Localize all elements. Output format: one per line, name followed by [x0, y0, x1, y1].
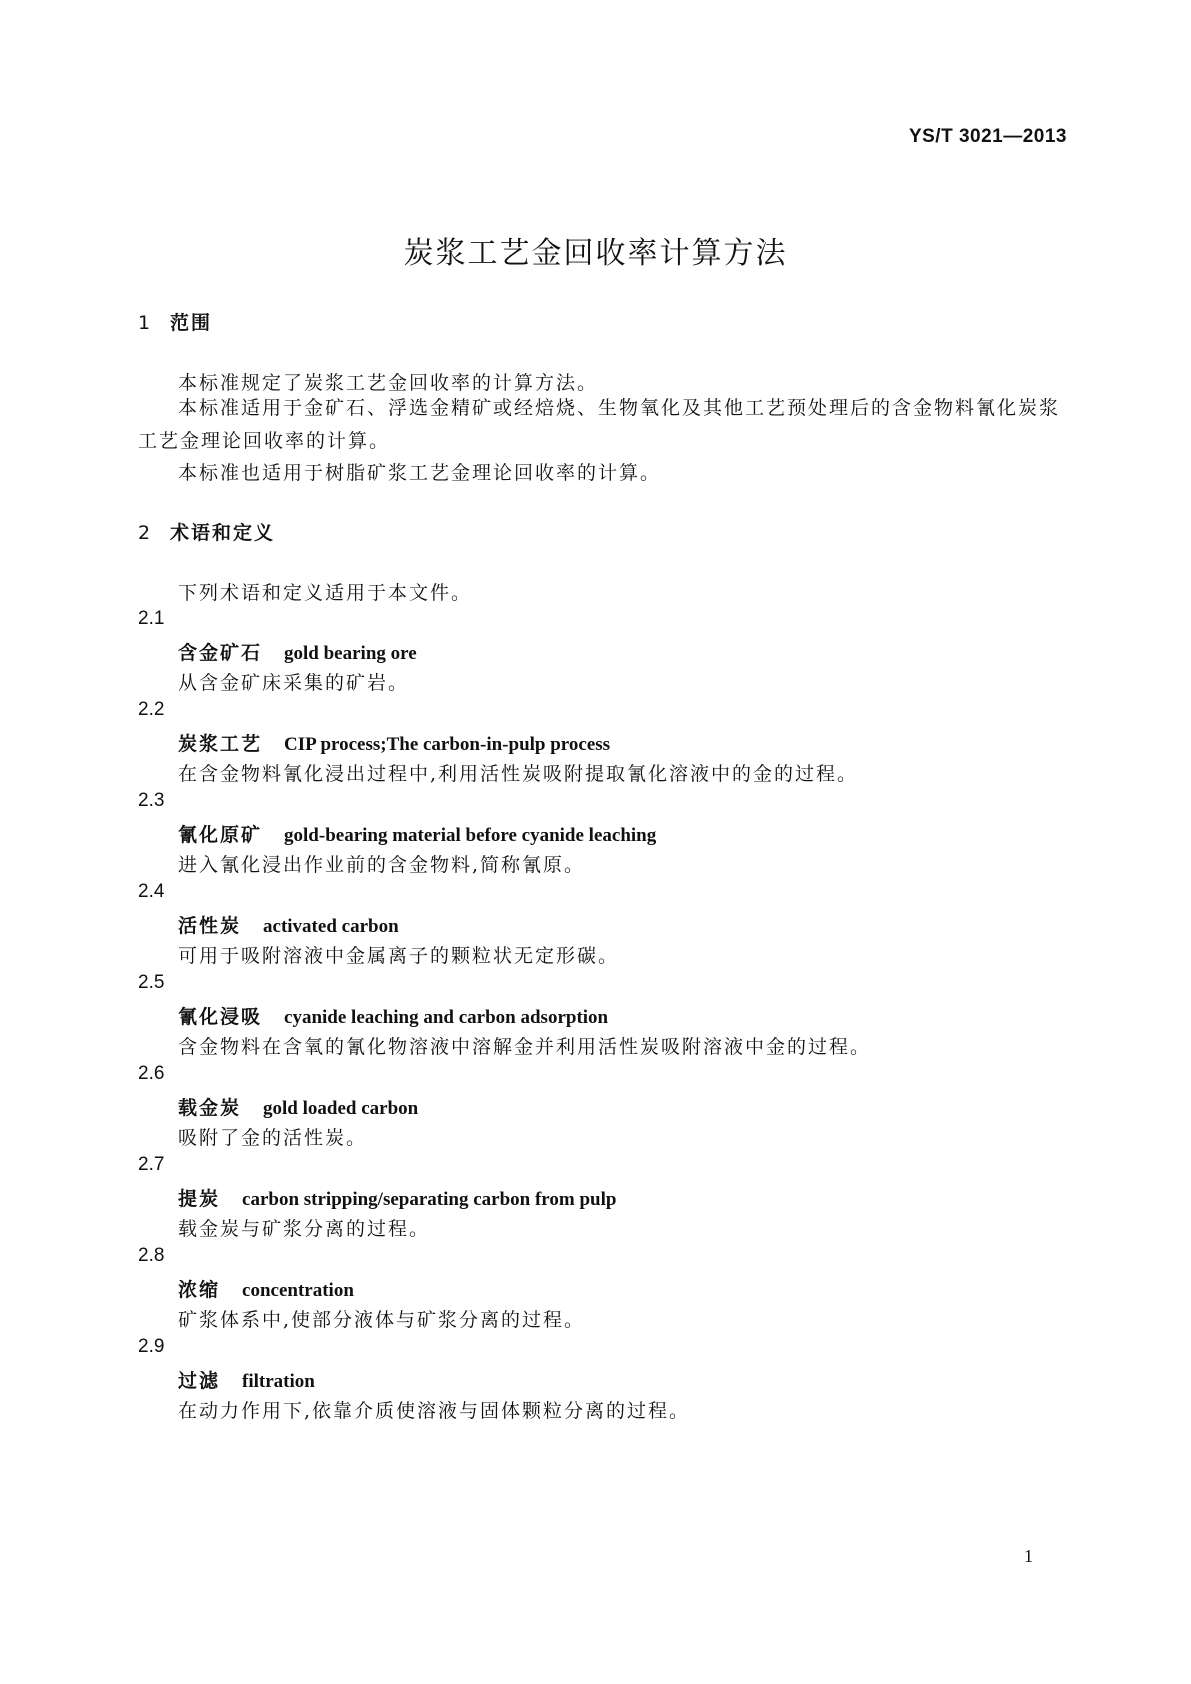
section-2-heading [138, 518, 275, 545]
term-chinese: 浓缩 [178, 1279, 221, 1301]
term-chinese: 活性炭 [178, 915, 242, 937]
term-definition: 含金物料在含氧的氰化物溶液中溶解金并利用活性炭吸附溶液中金的过程。 [178, 1036, 872, 1058]
term-definition: 吸附了金的活性炭。 [178, 1127, 368, 1149]
term-english: cyanide leaching and carbon adsorption [284, 1007, 609, 1028]
term-english: activated carbon [263, 916, 399, 937]
term-chinese: 含金矿石 [178, 642, 263, 664]
term-number: 2.6 [138, 1063, 165, 1084]
standard-code: YS/T 3021—2013 [908, 126, 1067, 147]
term-english: concentration [242, 1280, 354, 1301]
term-number: 2.3 [138, 790, 165, 811]
term-entry [178, 1275, 354, 1302]
section-title: 范围 [170, 312, 213, 334]
term-entry [178, 729, 610, 756]
section-title: 术语和定义 [170, 522, 276, 544]
section-number: 2 [138, 522, 151, 544]
paragraph: 本标准适用于金矿石、浮选金精矿或经焙烧、生物氧化及其他工艺预处理后的含金物料氰化炭浆工艺金理论回收率的计算。 [138, 397, 1061, 452]
paragraph: 本标准也适用于树脂矿浆工艺金理论回收率的计算。 [178, 462, 662, 484]
term-definition: 从含金矿床采集的矿岩。 [178, 672, 410, 694]
term-definition: 可用于吸附溶液中金属离子的颗粒状无定形碳。 [178, 945, 620, 967]
term-chinese: 载金炭 [178, 1097, 242, 1119]
term-english: filtration [242, 1371, 315, 1392]
term-number: 2.2 [138, 699, 165, 720]
term-number: 2.1 [138, 608, 165, 629]
term-number: 2.4 [138, 881, 165, 902]
term-entry [178, 820, 656, 847]
term-entry [178, 1184, 616, 1211]
term-entry [178, 1093, 418, 1120]
document-title: 炭浆工艺金回收率计算方法 [403, 236, 788, 271]
term-chinese: 过滤 [178, 1370, 221, 1392]
term-entry [178, 911, 399, 938]
term-number: 2.9 [138, 1336, 165, 1357]
paragraph: 本标准规定了炭浆工艺金回收率的计算方法。 [178, 372, 599, 394]
term-definition: 在动力作用下,依靠介质使溶液与固体颗粒分离的过程。 [178, 1400, 691, 1422]
term-number: 2.7 [138, 1154, 165, 1175]
term-english: gold-bearing material before cyanide leaching [284, 825, 657, 846]
term-definition: 在含金物料氰化浸出过程中,利用活性炭吸附提取氰化溶液中的金的过程。 [178, 763, 859, 785]
term-chinese: 炭浆工艺 [178, 733, 263, 755]
term-definition: 载金炭与矿浆分离的过程。 [178, 1218, 431, 1240]
term-number: 2.5 [138, 972, 165, 993]
term-number: 2.8 [138, 1245, 165, 1266]
section-1-heading [138, 308, 212, 335]
term-entry [178, 1002, 608, 1029]
term-chinese: 提炭 [178, 1188, 221, 1210]
term-chinese: 氰化浸吸 [178, 1006, 263, 1028]
term-english: carbon stripping/separating carbon from pulp [242, 1189, 617, 1210]
section-number: 1 [138, 312, 151, 334]
term-entry [178, 1366, 315, 1393]
term-definition: 矿浆体系中,使部分液体与矿浆分离的过程。 [178, 1309, 586, 1331]
term-entry [178, 638, 417, 665]
term-chinese: 氰化原矿 [178, 824, 263, 846]
term-english: CIP process;The carbon-in-pulp process [284, 734, 611, 755]
paragraph: 下列术语和定义适用于本文件。 [178, 582, 473, 604]
term-definition: 进入氰化浸出作业前的含金物料,简称氰原。 [178, 854, 586, 876]
page-number: 1 [1024, 1546, 1033, 1566]
term-english: gold bearing ore [284, 643, 417, 664]
term-english: gold loaded carbon [263, 1098, 419, 1119]
